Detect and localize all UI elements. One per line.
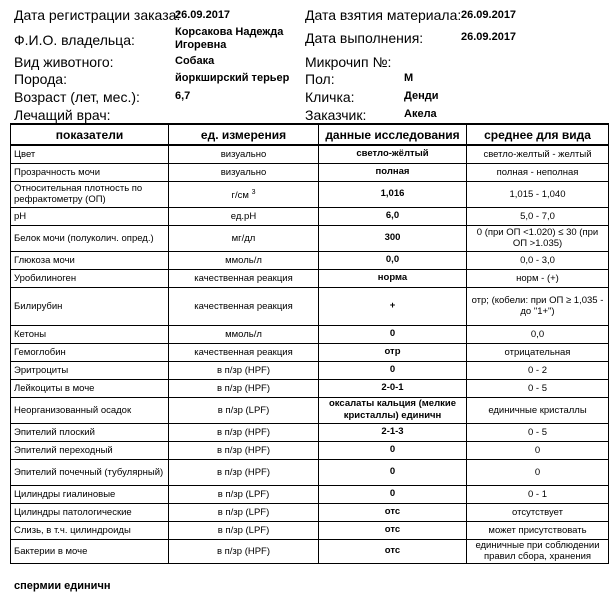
row-result: отс: [319, 503, 467, 521]
row-norm: 0: [467, 441, 609, 459]
row-result: 0: [319, 441, 467, 459]
row-result: светло-жёлтый: [319, 145, 467, 163]
row-indicator: Кетоны: [11, 325, 169, 343]
breed-value: йоркширский терьер: [175, 72, 290, 84]
row-unit: мг/дл: [169, 225, 319, 251]
row-unit: качественная реакция: [169, 343, 319, 361]
row-unit: в п/зр (HPF): [169, 379, 319, 397]
table-row: [11, 269, 609, 287]
row-indicator: Неорганизованный осадок: [11, 397, 169, 423]
row-norm: отрицательная: [467, 343, 609, 361]
results-table: [10, 123, 609, 564]
row-result: полная: [319, 163, 467, 181]
row-indicator: Относительная плотность по рефрактометру (ОП): [11, 181, 169, 207]
row-result: отр: [319, 343, 467, 361]
row-norm: 0,0: [467, 325, 609, 343]
sample-date-value: 26.09.2017: [461, 9, 517, 21]
row-indicator: Слизь, в т.ч. цилиндроиды: [11, 521, 169, 539]
row-unit: визуально: [169, 163, 319, 181]
table-row: [11, 251, 609, 269]
breed-label: Порода:: [14, 71, 67, 87]
table-header-row: [11, 124, 609, 145]
row-result: 2-0-1: [319, 379, 467, 397]
done-date-value: 26.09.2017: [461, 31, 517, 43]
age-value: 6,7: [175, 90, 191, 102]
row-unit: ед.pH: [169, 207, 319, 225]
table-row: [11, 485, 609, 503]
unit-superscript: 3: [251, 188, 256, 196]
reg-date-label: Дата регистрации заказа:: [14, 7, 181, 23]
col-header-norm: среднее для вида: [467, 124, 609, 145]
row-unit: ммоль/л: [169, 325, 319, 343]
row-norm: норм - (+): [467, 269, 609, 287]
row-unit: [169, 181, 319, 207]
row-result: 0: [319, 325, 467, 343]
row-unit: в п/зр (HPF): [169, 423, 319, 441]
row-norm: 1,015 - 1,040: [467, 181, 609, 207]
row-norm: 0: [467, 459, 609, 485]
table-row: [11, 503, 609, 521]
row-norm: единичные кристаллы: [467, 397, 609, 423]
owner-value-line2: Игоревна: [175, 39, 227, 51]
row-unit: в п/зр (HPF): [169, 539, 319, 563]
col-header-indicator: показатели: [11, 124, 169, 145]
row-unit: в п/зр (HPF): [169, 441, 319, 459]
col-header-unit: ед. измерения: [169, 124, 319, 145]
row-unit: в п/зр (LPF): [169, 521, 319, 539]
owner-value-line1: Корсакова Надежда: [175, 26, 284, 38]
row-result: отс: [319, 539, 467, 563]
row-indicator: Уробилиноген: [11, 269, 169, 287]
row-result: 2-1-3: [319, 423, 467, 441]
row-norm: 0 - 1: [467, 485, 609, 503]
row-indicator: Эритроциты: [11, 361, 169, 379]
row-result: 0: [319, 361, 467, 379]
table-row: [11, 361, 609, 379]
table-row: [11, 181, 609, 207]
row-norm: 0 - 5: [467, 379, 609, 397]
customer-value: Акела: [404, 108, 437, 120]
row-norm: отр; (кобели: при ОП ≥ 1,035 - до "1+"): [467, 287, 609, 325]
table-row: [11, 441, 609, 459]
chip-label: Микрочип №:: [305, 54, 392, 70]
row-unit: в п/зр (LPF): [169, 485, 319, 503]
row-indicator: Гемоглобин: [11, 343, 169, 361]
species-value: Собака: [175, 55, 215, 67]
row-unit: качественная реакция: [169, 287, 319, 325]
row-unit: ммоль/л: [169, 251, 319, 269]
row-norm: 0,0 - 3,0: [467, 251, 609, 269]
row-unit: в п/зр (HPF): [169, 459, 319, 485]
row-indicator: Белок мочи (полуколич. опред.): [11, 225, 169, 251]
table-row: [11, 379, 609, 397]
unit-text: г/см: [231, 190, 249, 202]
row-indicator: Глюкоза мочи: [11, 251, 169, 269]
row-result: 0,0: [319, 251, 467, 269]
row-result: 0: [319, 485, 467, 503]
row-indicator: Прозрачность мочи: [11, 163, 169, 181]
row-indicator: Билирубин: [11, 287, 169, 325]
row-result: 0: [319, 459, 467, 485]
row-norm: отсутствует: [467, 503, 609, 521]
row-result: +: [319, 287, 467, 325]
species-label: Вид животного:: [14, 54, 114, 70]
row-indicator: Эпителий переходный: [11, 441, 169, 459]
done-date-label: Дата выполнения:: [305, 30, 424, 46]
row-unit: качественная реакция: [169, 269, 319, 287]
row-indicator: Цвет: [11, 145, 169, 163]
sex-value: М: [404, 72, 414, 84]
row-indicator: Эпителий почечный (тубулярный): [11, 459, 169, 485]
row-norm: может присутствовать: [467, 521, 609, 539]
row-unit: визуально: [169, 145, 319, 163]
table-row: [11, 397, 609, 423]
row-norm: светло-желтый - желтый: [467, 145, 609, 163]
row-indicator: pH: [11, 207, 169, 225]
row-result: 6,0: [319, 207, 467, 225]
table-row: [11, 423, 609, 441]
row-result: отс: [319, 521, 467, 539]
table-row: [11, 325, 609, 343]
row-norm: 0 - 5: [467, 423, 609, 441]
reg-date-value: 26.09.2017: [175, 9, 231, 21]
table-row: [11, 145, 609, 163]
customer-label: Заказчик:: [305, 107, 367, 123]
table-row: [11, 163, 609, 181]
row-result: оксалаты кальция (мелкие кристаллы) единичн: [319, 397, 467, 423]
nickname-value: Денди: [404, 90, 439, 102]
row-indicator: Цилиндры патологические: [11, 503, 169, 521]
row-norm: 0 - 2: [467, 361, 609, 379]
sex-label: Пол:: [305, 71, 335, 87]
row-indicator: Эпителий плоский: [11, 423, 169, 441]
nickname-label: Кличка:: [305, 89, 355, 105]
table-row: [11, 459, 609, 485]
age-label: Возраст (лет, мес.):: [14, 89, 140, 105]
owner-label: Ф.И.О. владельца:: [14, 32, 135, 48]
row-norm: единичные при соблюдении правил сбора, хранения: [467, 539, 609, 563]
table-row: [11, 539, 609, 563]
row-norm: полная - неполная: [467, 163, 609, 181]
row-indicator: Цилиндры гиалиновые: [11, 485, 169, 503]
table-row: [11, 521, 609, 539]
col-header-result: данные исследования: [319, 124, 467, 145]
row-result: 300: [319, 225, 467, 251]
row-unit: в п/зр (LPF): [169, 397, 319, 423]
sample-date-label: Дата взятия материала:: [305, 7, 462, 23]
row-unit: в п/зр (LPF): [169, 503, 319, 521]
row-norm: 5,0 - 7,0: [467, 207, 609, 225]
table-row: [11, 343, 609, 361]
table-row: [11, 287, 609, 325]
row-result: норма: [319, 269, 467, 287]
footer-note: спермии единичн: [14, 580, 111, 592]
vet-label: Лечащий врач:: [14, 107, 111, 123]
row-norm: 0 (при ОП <1.020) ≤ 30 (при ОП >1.035): [467, 225, 609, 251]
row-result: 1,016: [319, 181, 467, 207]
row-indicator: Бактерии в моче: [11, 539, 169, 563]
table-row: [11, 207, 609, 225]
row-indicator: Лейкоциты в моче: [11, 379, 169, 397]
row-unit: в п/зр (HPF): [169, 361, 319, 379]
table-row: [11, 225, 609, 251]
